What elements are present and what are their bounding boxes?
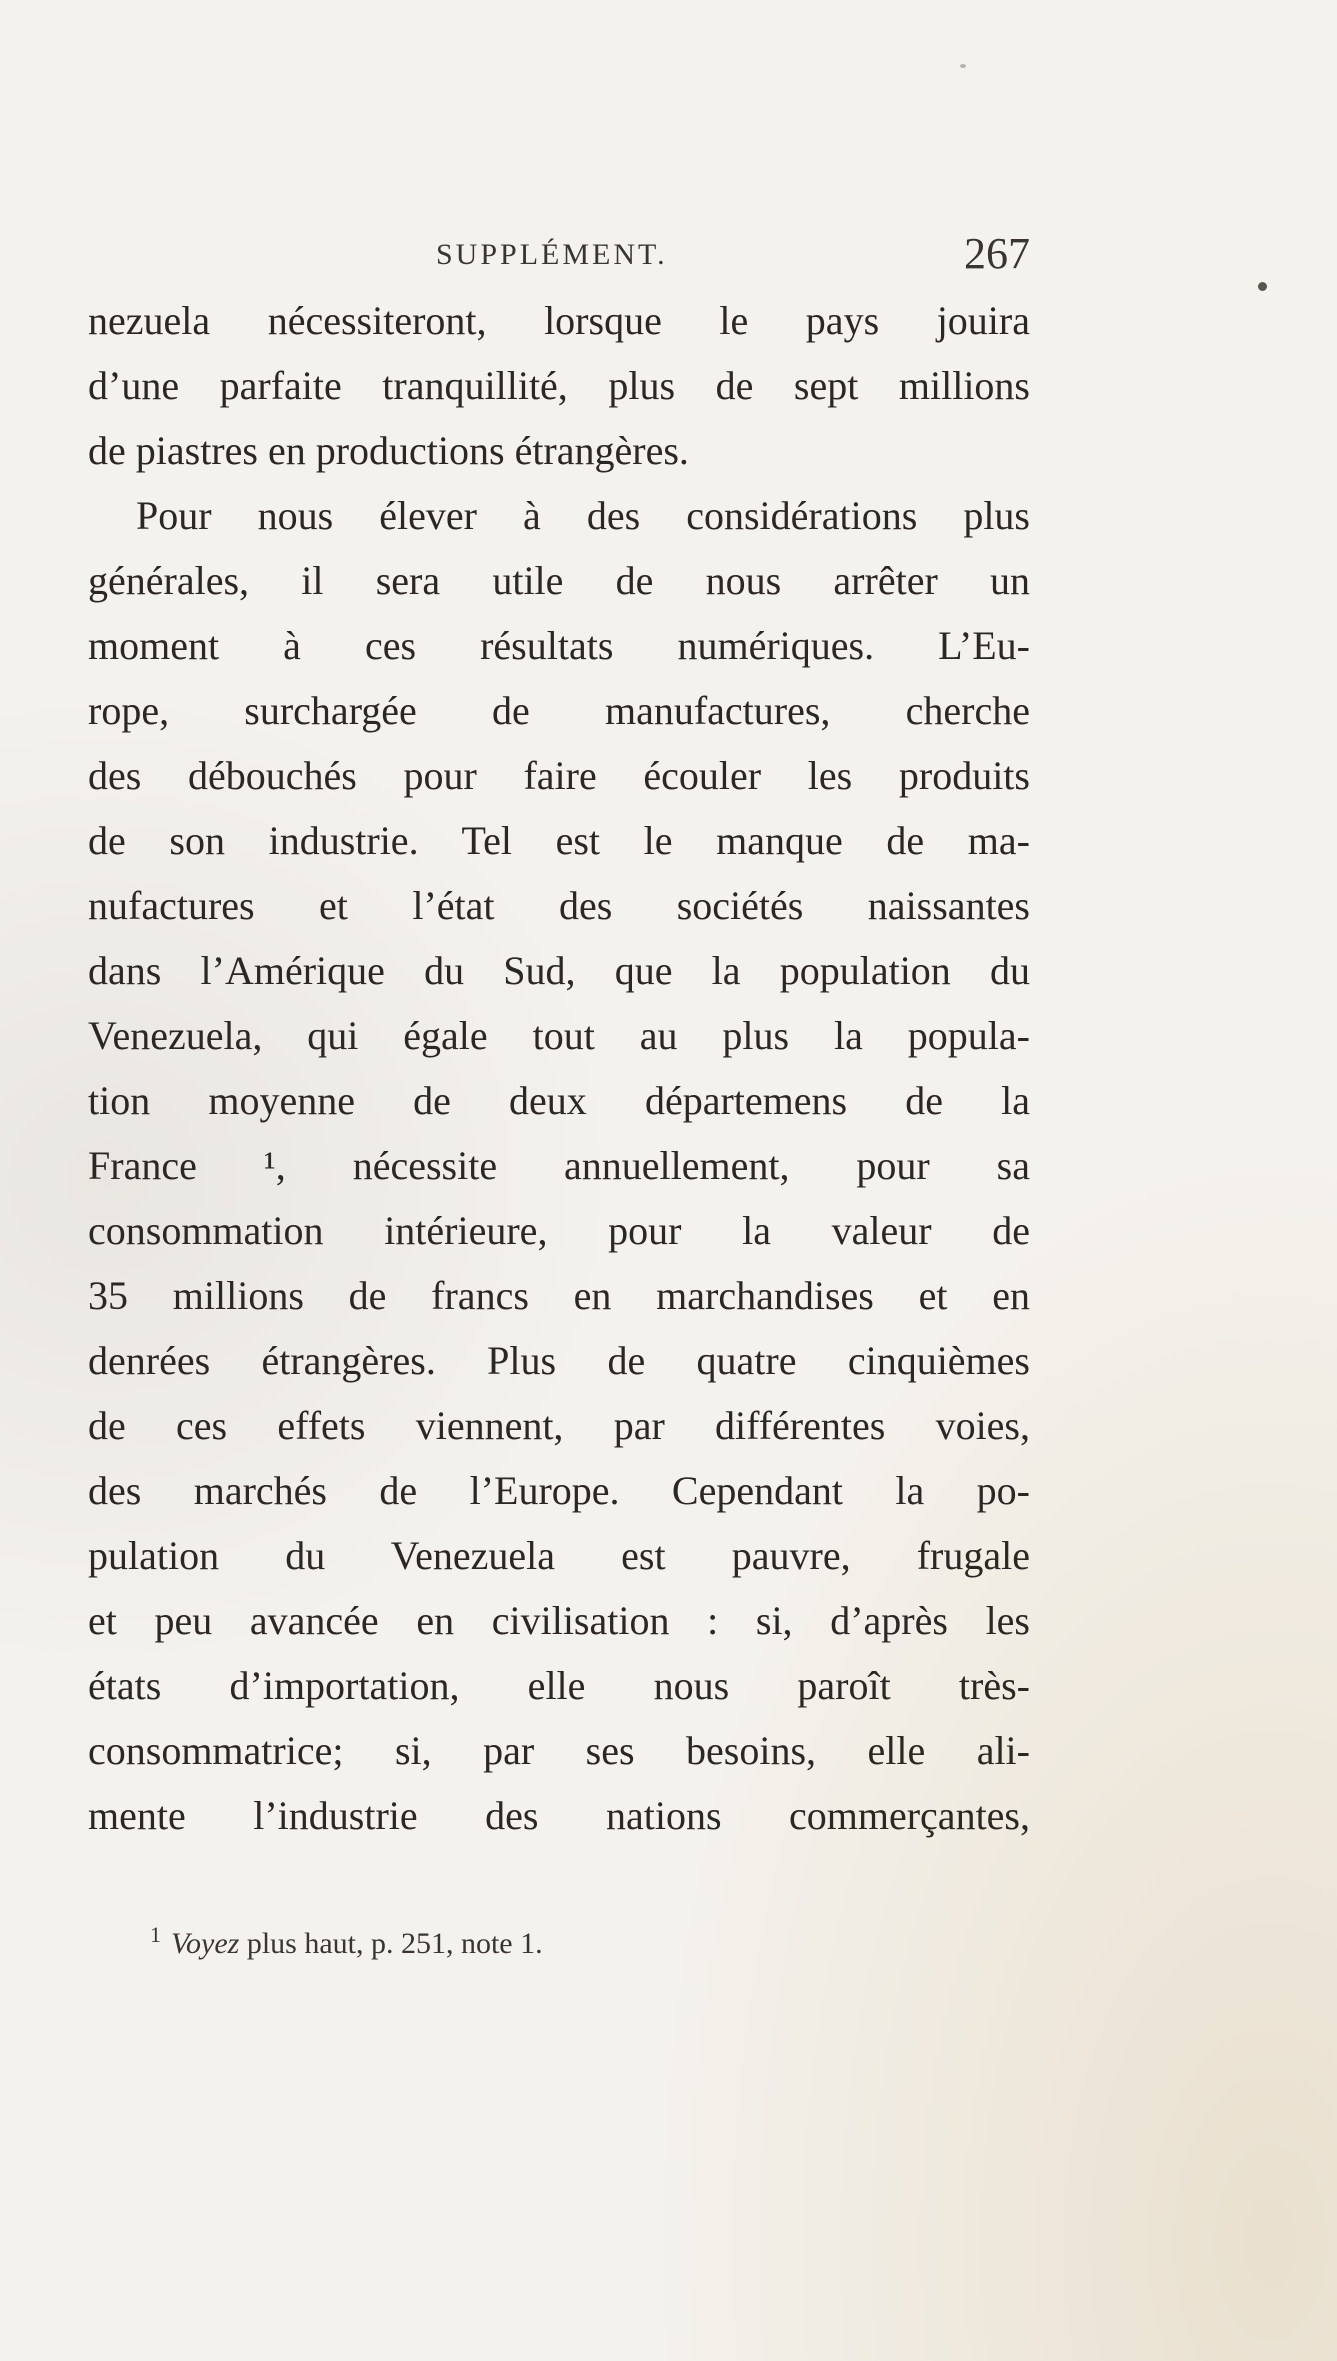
text-line: de ces effets viennent, par différentes voies, <box>88 1403 1030 1448</box>
running-head-title: SUPPLÉMENT. <box>436 238 668 271</box>
text-line: consommatrice; si, par ses besoins, elle ali- <box>88 1728 1030 1773</box>
text-line: des marchés de l’Europe. Cependant la po- <box>88 1468 1030 1513</box>
text-line: dans l’Amérique du Sud, que la population du <box>88 948 1030 993</box>
text-line: rope, surchargée de manufactures, cherche <box>88 688 1030 733</box>
text-line: consommation intérieure, pour la valeur de <box>88 1208 1030 1253</box>
text-line: Venezuela, qui égale tout au plus la popula- <box>88 1013 1030 1058</box>
text-line: 35 millions de francs en marchandises et en <box>88 1273 1030 1318</box>
text-line: nezuela nécessiteront, lorsque le pays jouira <box>88 298 1030 343</box>
footnote-text: plus haut, p. 251, note 1. <box>239 1927 543 1960</box>
text-line: France ¹, nécessite annuellement, pour sa <box>88 1143 1030 1188</box>
text-line: mente l’industrie des nations commerçantes, <box>88 1793 1030 1838</box>
text-line: et peu avancée en civilisation : si, d’après les <box>88 1598 1030 1643</box>
body-text <box>88 288 1030 1848</box>
text-line: moment à ces résultats numériques. L’Eu- <box>88 623 1030 668</box>
text-line: tion moyenne de deux départemens de la <box>88 1078 1030 1123</box>
text-line: générales, il sera utile de nous arrêter un <box>88 558 1030 603</box>
text-line: denrées étrangères. Plus de quatre cinquièmes <box>88 1338 1030 1383</box>
text-line: pulation du Venezuela est pauvre, frugale <box>88 1533 1030 1578</box>
footnote-italic: Voyez <box>171 1927 240 1960</box>
footnote <box>150 1922 543 1961</box>
text-line: états d’importation, elle nous paroît très- <box>88 1663 1030 1708</box>
footnote-marker: 1 <box>150 1922 161 1947</box>
text-line: des débouchés pour faire écouler les produits <box>88 753 1030 798</box>
page-number: 267 <box>964 229 1030 278</box>
text-line: nufactures et l’état des sociétés naissantes <box>88 883 1030 928</box>
ink-speck <box>1258 282 1267 291</box>
text-line: de son industrie. Tel est le manque de ma- <box>88 818 1030 863</box>
text-line: d’une parfaite tranquillité, plus de sept millions <box>88 363 1030 408</box>
running-head <box>88 228 1030 288</box>
text-line: de piastres en productions étrangères. <box>88 428 689 473</box>
ink-speck <box>960 64 966 68</box>
text-line: Pour nous élever à des considérations plus <box>136 493 1030 538</box>
